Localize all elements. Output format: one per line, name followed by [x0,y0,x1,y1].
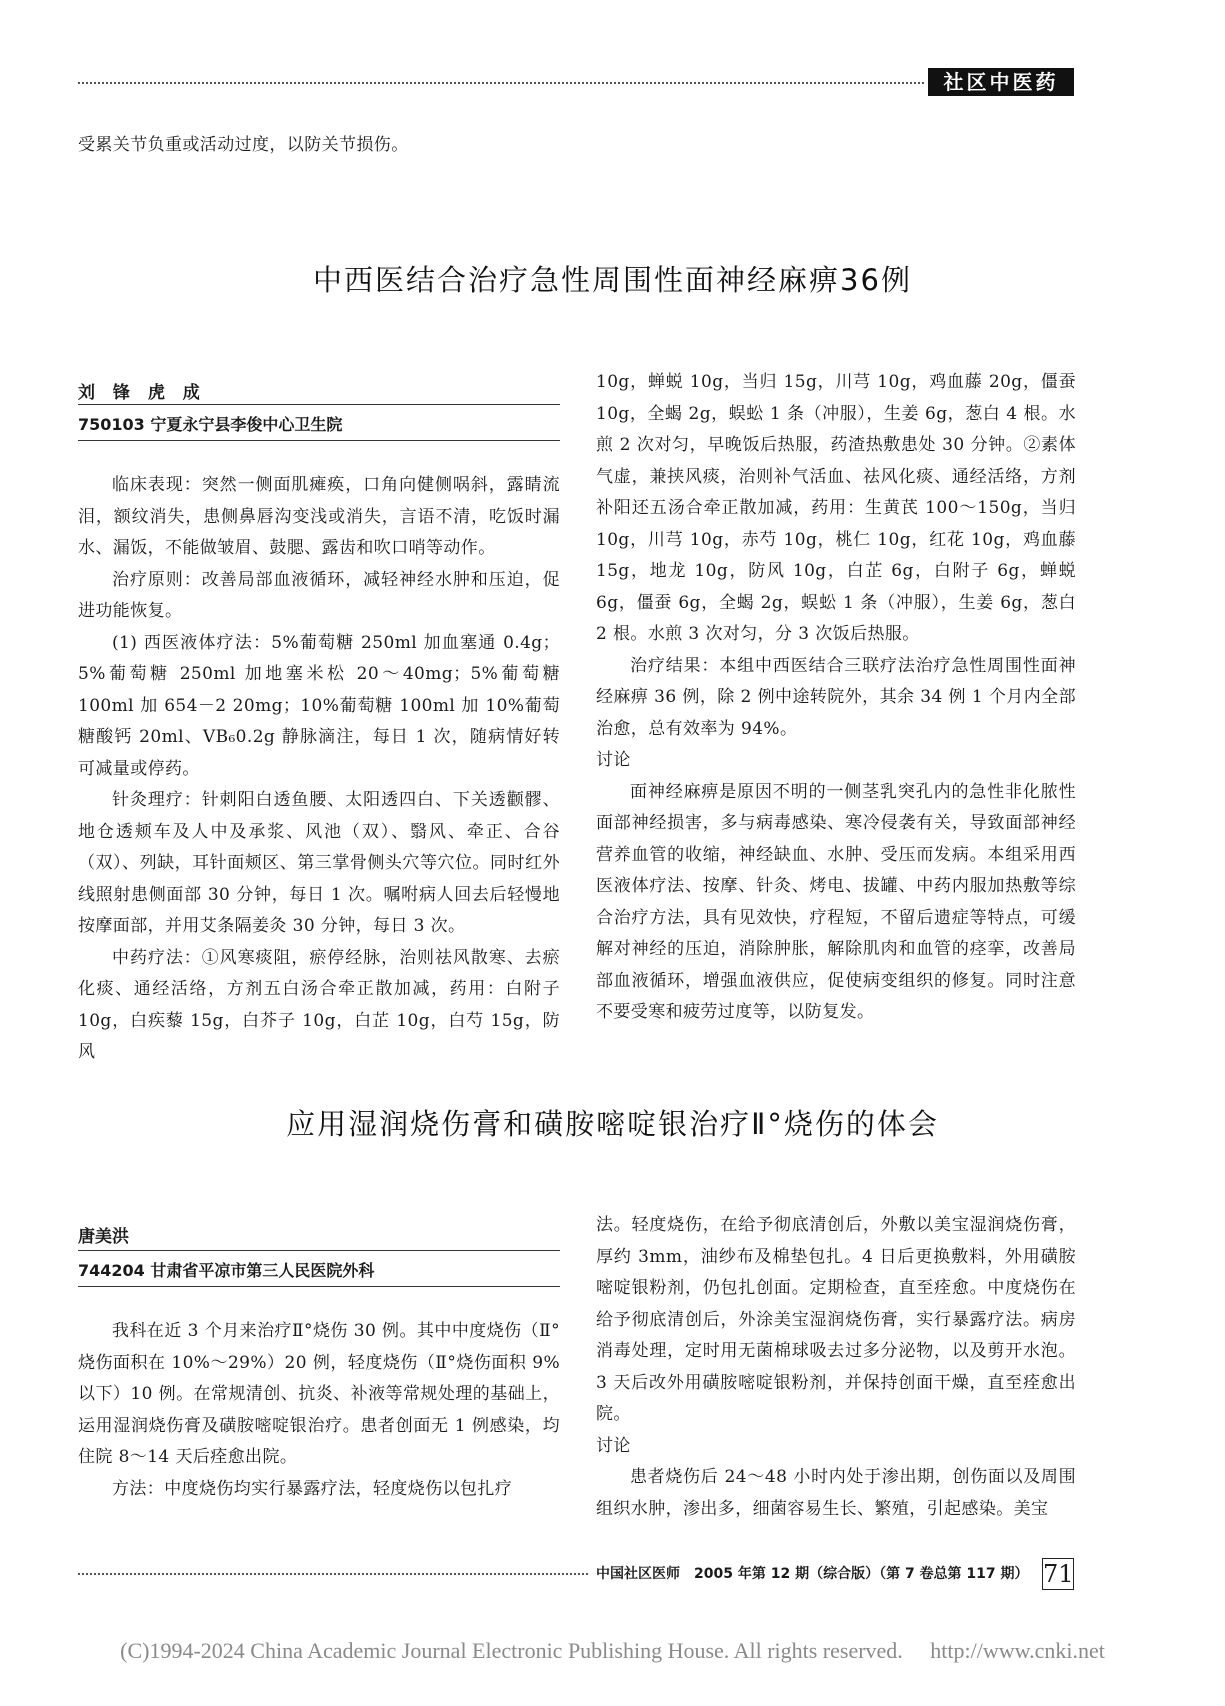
article2-author: 唐美洪 [78,1227,129,1247]
article1-paragraph: 针灸理疗：针刺阳白透鱼腰、太阳透四白、下关透颧髎、地仓透颊车及人中及承浆、风池（双）、翳风、牵正、合谷（双）、列缺，耳针面颊区、第三掌骨侧头穴等穴位。同时红外线照射患侧面部 30 分钟，每日 1 次。嘱咐病人回去后轻慢地按摩面部，并用艾条隔姜灸 30 分钟，每日 3 次。 [78,790,560,936]
article2-rule-bottom [78,1286,560,1287]
article1-paragraph: 治疗原则：改善局部血液循环，减轻神经水肿和压迫，促进功能恢复。 [78,569,560,621]
section-badge: 社区中医药 [928,68,1074,96]
article2-left-column [78,1316,560,1505]
article2-discussion: 患者烧伤后 24～48 小时内处于渗出期，创伤面以及周围组织水肿，渗出多，细菌容易生长、繁殖，引起感染。美宝 [596,1467,1076,1519]
article1-paragraph: 10g，蝉蜕 10g，当归 15g，川芎 10g，鸡血藤 20g，僵蚕 10g，全蝎 2g，蜈蚣 1 条（冲服），生姜 6g，葱白 4 根。水煎 2 次对匀，早晚饭后热服，药渣热敷患处 30 分钟。②素体气虚，兼挟风痰，治则补气活血、祛风化痰、通经活络，方剂补阳还五汤合牵正散加减，药用：生黄芪 100～150g，当归 10g，川芎 10g，赤芍 10g，桃仁 10g，红花 10g，鸡血藤 15g，地龙 10g，防风 10g，白芷 6g，白附子 6g，蝉蜕 6g，僵蚕 6g，全蝎 2g，蜈蚣 1 条（冲服），生姜 6g，葱白 2 根。水煎 3 次对匀，分 3 次饭后热服。 [596,372,1076,644]
article2-paragraph: 法。轻度烧伤，在给予彻底清创后，外敷以美宝湿润烧伤膏，厚约 3mm，油纱布及棉垫包扎。4 日后更换敷料，外用磺胺嘧啶银粉剂，仍包扎创面。定期检查，直至痊愈。中度烧伤在给予彻底清创后，外涂美宝湿润烧伤膏，实行暴露疗法。病房消毒处理，定时用无菌棉球吸去过多分泌物，以及剪开水泡。3 天后改外用磺胺嘧啶银粉剂，并保持创面干燥，直至痊愈出院。 [596,1215,1076,1424]
footer-journal-info: 中国社区医师 2005 年第 12 期（综合版）（第 7 卷总第 117 期） [596,1566,1029,1582]
article2-rule-top [78,1250,560,1251]
header-dotted-rule [78,82,924,84]
article1-paragraph: 中药疗法：①风寒痰阻，瘀停经脉，治则祛风散寒、去瘀化痰、通经活络，方剂五白汤合牵正散加减，药用：白附子 10g，白疾藜 15g，白芥子 10g，白芷 10g，白芍 15g，防风 [78,947,560,1062]
article1-discussion: 面神经麻痹是原因不明的一侧茎乳突孔内的急性非化脓性面部神经损害，多与病毒感染、寒冷侵袭有关，导致面部神经营养血管的收缩，神经缺血、水肿、受压而发病。本组采用西医液体疗法、按摩、针灸、烤电、拔罐、中药内服加热敷等综合治疗方法，具有见效快，疗程短，不留后遗症等特点，可缓解对神经的压迫，消除肿胀，解除肌肉和血管的痉挛，改善局部血液循环，增强血液供应，促使病变组织的修复。同时注意不要受寒和疲劳过度等，以防复发。 [596,781,1076,1022]
article1-paragraph: 临床表现：突然一侧面肌瘫痪，口角向健侧㖞斜，露睛流泪，额纹消失，患侧鼻唇沟变浅或消失，言语不清，吃饭时漏水、漏饭，不能做皱眉、鼓腮、露齿和吹口哨等动作。 [78,475,560,558]
article1-paragraph: (1) 西医液体疗法：5%葡萄糖 250ml 加血塞通 0.4g；5%葡萄糖 250ml 加地塞米松 20～40mg；5%葡萄糖 100ml 加 654－2 20mg；10%葡萄糖 100ml 加 10%葡萄糖酸钙 20ml、VB₆0.2g 静脉滴注，每日 1 次，随病情好转可减量或停药。 [78,632,560,779]
article2-paragraph: 方法：中度烧伤均实行暴露疗法，轻度烧伤以包扎疗 [112,1478,513,1499]
page-number: 71 [1043,1560,1074,1588]
article2-title: 应用湿润烧伤膏和磺胺嘧啶银治疗Ⅱ°烧伤的体会 [286,1107,939,1141]
article1-author: 刘 锋 虎 成 [78,383,206,403]
article1-title: 中西医结合治疗急性周围性面神经麻痹36例 [313,263,912,297]
article1-paragraph: 治疗结果：本组中西医结合三联疗法治疗急性周围性面神经麻痹 36 例，除 2 例中途转院外，其余 34 例 1 个月内全部治愈，总有效率为 94%。 [596,655,1076,739]
continuation-text: 受累关节负重或活动过度，以防关节损伤。 [78,135,409,155]
article2-affiliation: 744204 甘肃省平凉市第三人民医院外科 [78,1261,375,1280]
article1-affiliation: 750103 宁夏永宁县李俊中心卫生院 [78,415,343,434]
article1-rule-top [78,404,560,405]
copyright-notice: (C)1994-2024 China Academic Journal Electronic Publishing House. All rights reserved. http://www.cnki.net [120,1638,1105,1663]
article1-left-column [78,470,560,1069]
article2-paragraph: 我科在近 3 个月来治疗Ⅱ°烧伤 30 例。其中中度烧伤（Ⅱ°烧伤面积在 10%～29%）20 例，轻度烧伤（Ⅱ°烧伤面积 9%以下）10 例。在常规清创、抗炎、补液等常规处理的基础上，运用湿润烧伤膏及磺胺嘧啶银治疗。患者创面无 1 例感染，均住院 8～14 天后痊愈出院。 [78,1321,560,1467]
article1-discussion-heading: 讨论 [596,750,631,770]
article2-discussion-heading: 讨论 [596,1435,631,1456]
article1-rule-bottom [78,440,560,441]
footer-dotted-rule [78,1573,588,1575]
article1-right-column [596,367,1076,1029]
article2-right-column [596,1210,1076,1525]
